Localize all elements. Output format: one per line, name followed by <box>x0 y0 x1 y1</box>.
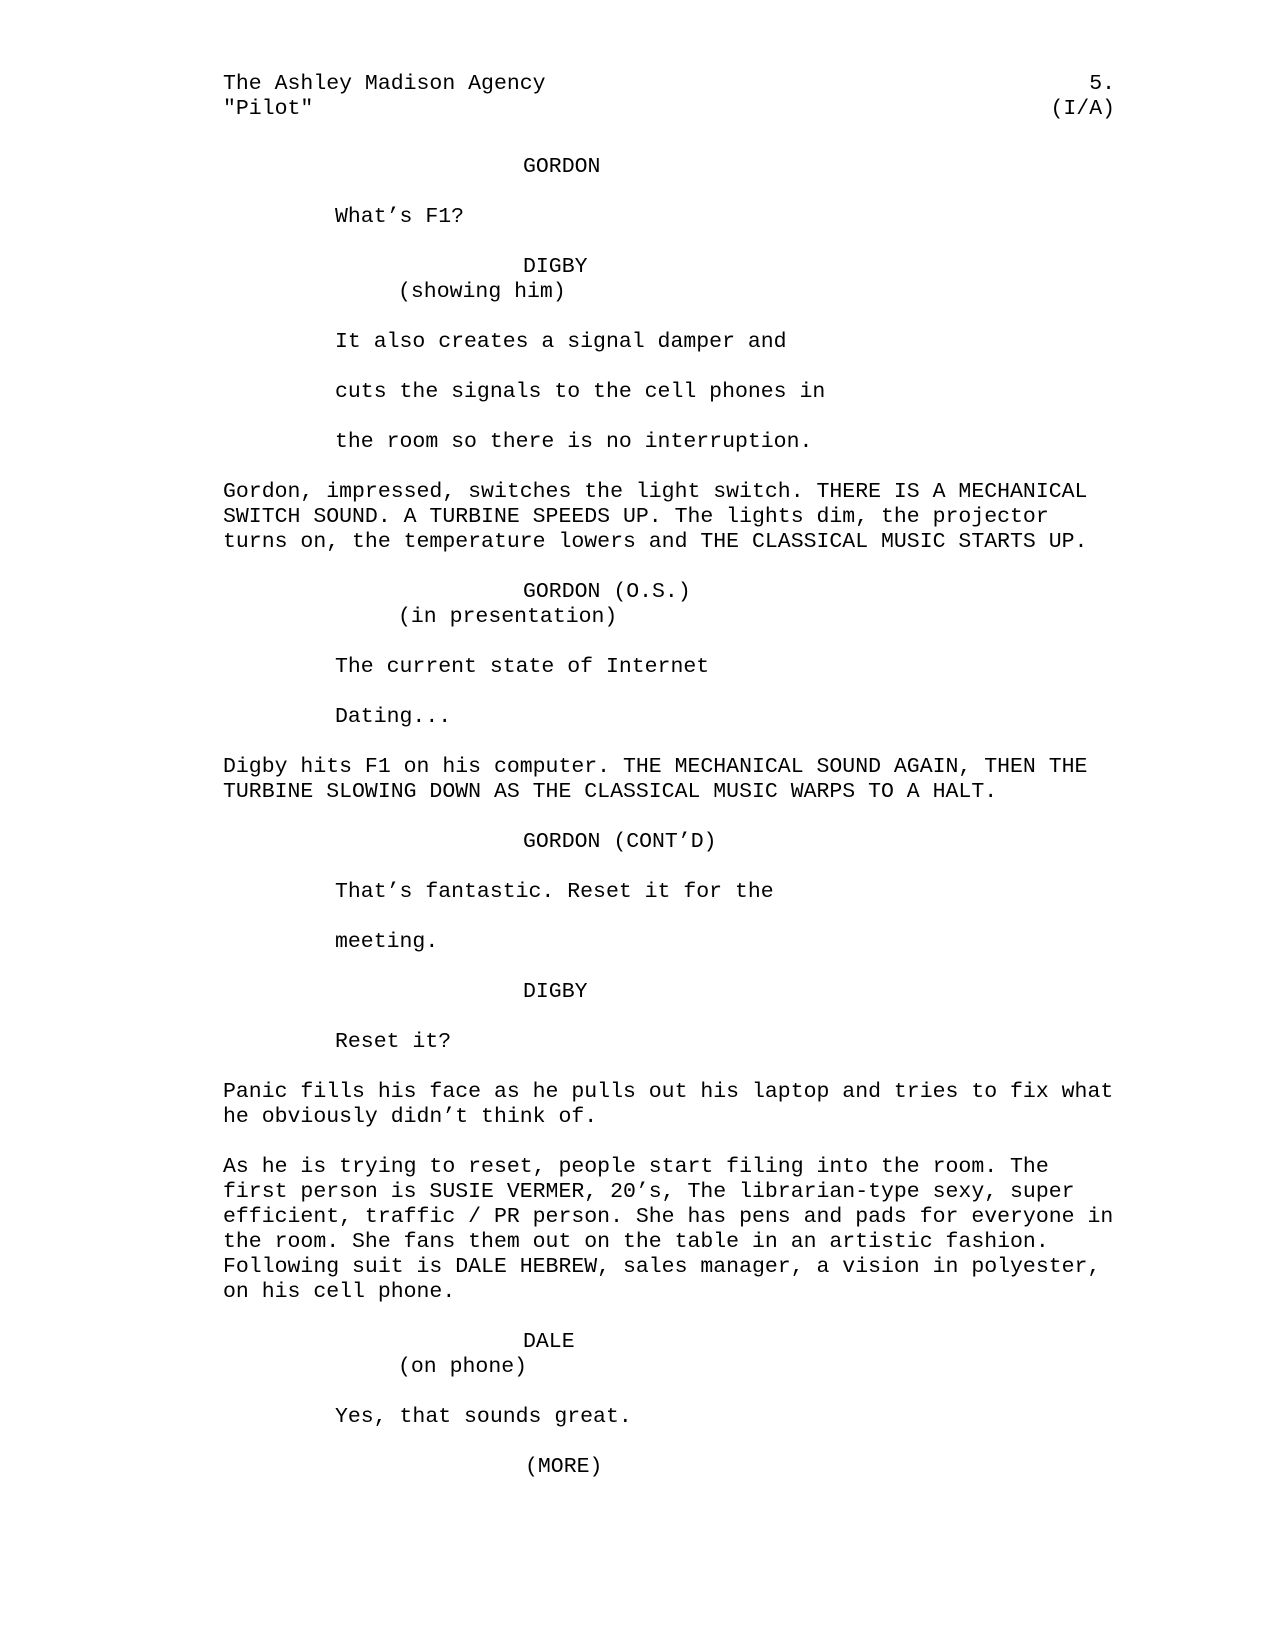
parenthetical: (in presentation) <box>398 605 618 629</box>
character-name: GORDON (O.S.) <box>523 580 691 604</box>
dialogue-line: Reset it? <box>335 1030 452 1054</box>
action-paragraph: As he is trying to reset, people start filing into the room. The first person is SUSIE VERMER, 20’s, The librarian-type sexy, super efficient, traffic / PR person. She has pens and pads for everyone in the room. She fans them out on the table in an artistic fashion. Following suit is DALE HEBREW, sales manager, a vision in polyester, on his cell phone. <box>223 1155 1127 1304</box>
more-continuation: (MORE) <box>525 1455 603 1479</box>
action-paragraph: Digby hits F1 on his computer. THE MECHANICAL SOUND AGAIN, THEN THE TURBINE SLOWING DOWN AS THE CLASSICAL MUSIC WARPS TO A HALT. <box>223 755 1101 804</box>
dialogue-line: That’s fantastic. Reset it for the <box>335 880 774 904</box>
dialogue-line: What’s F1? <box>335 205 465 229</box>
parenthetical: (on phone) <box>398 1355 528 1379</box>
script-body <box>223 155 1127 1480</box>
character-name: DALE <box>523 1330 575 1354</box>
dialogue-line: the room so there is no interruption. <box>335 430 813 454</box>
character-name: DIGBY <box>523 980 588 1004</box>
script-title: The Ashley Madison Agency <box>223 72 546 96</box>
action-paragraph: Gordon, impressed, switches the light switch. THERE IS A MECHANICAL SWITCH SOUND. A TURBINE SPEEDS UP. The lights dim, the projector turns on, the temperature lowers and THE CLASSICAL MUSIC STARTS UP. <box>223 480 1101 554</box>
revision-mark: (I/A) <box>1050 97 1115 121</box>
character-name: GORDON (CONT’D) <box>523 830 717 854</box>
dialogue-line: meeting. <box>335 930 439 954</box>
dialogue-line: It also creates a signal damper and <box>335 330 787 354</box>
dialogue-line: cuts the signals to the cell phones in <box>335 380 826 404</box>
parenthetical: (showing him) <box>398 280 566 304</box>
character-name: DIGBY <box>523 255 588 279</box>
episode-title: "Pilot" <box>223 97 314 121</box>
dialogue-line: Yes, that sounds great. <box>335 1405 632 1429</box>
action-paragraph: Panic fills his face as he pulls out his laptop and tries to fix what he obviously didn’t think of. <box>223 1080 1127 1129</box>
page-number: 5. <box>1089 72 1115 96</box>
dialogue-line: Dating... <box>335 705 452 729</box>
character-name: GORDON <box>523 155 601 179</box>
dialogue-line: The current state of Internet <box>335 655 710 679</box>
